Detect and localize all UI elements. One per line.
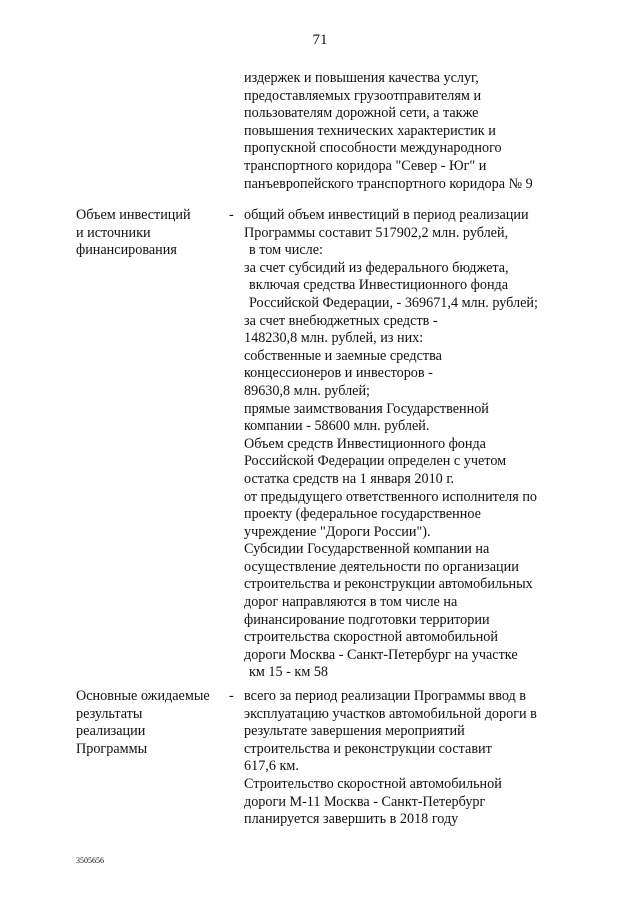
row-dash: -	[229, 688, 234, 704]
label-line: и источники	[76, 224, 151, 241]
page-number: 71	[312, 32, 328, 48]
text-line: за счет внебюджетных средств -	[244, 312, 438, 329]
text-line: повышения технических характеристик и	[244, 122, 496, 139]
text-line: в том числе:	[249, 242, 323, 259]
label-line: Основные ожидаемые	[76, 688, 210, 704]
label-line: финансирования	[76, 242, 177, 259]
label-line: реализации	[76, 723, 146, 740]
text-line: Субсидии Государственной компании на	[244, 541, 490, 558]
row-content-investments	[244, 207, 594, 682]
text-line: прямые заимствования Государственной	[244, 400, 489, 417]
text-line: 148230,8 млн. рублей, из них:	[244, 330, 424, 347]
text-line: транспортного коридора "Север - Юг" и	[244, 157, 487, 174]
text-line: проекту (федеральное государственное	[244, 506, 481, 523]
text-line: панъевропейского транспортного коридора № 9	[244, 175, 533, 192]
text-line: остатка средств на 1 января 2010 г.	[244, 470, 455, 487]
text-line: 617,6 км.	[244, 758, 299, 775]
text-line: эксплуатацию участков автомобильной дороги в	[244, 705, 537, 722]
text-line: Российской Федерации, - 369671,4 млн. рублей;	[249, 294, 538, 311]
text-line: компании - 58600 млн. рублей.	[244, 418, 430, 435]
text-line: концессионеров и инвесторов -	[244, 365, 433, 382]
text-line: Программы составит 517902,2 млн. рублей,	[244, 224, 509, 241]
text-line: финансирование подготовки территории	[244, 611, 490, 628]
text-line: предоставляемых грузоотправителям и	[244, 87, 482, 104]
text-line: Российской Федерации определен с учетом	[244, 453, 507, 470]
intro-paragraph	[244, 70, 584, 193]
row-label-investments	[76, 207, 226, 260]
text-line: издержек и повышения качества услуг,	[244, 70, 479, 86]
text-line: всего за период реализации Программы ввод в	[244, 688, 526, 704]
text-line: пользователям дорожной сети, а также	[244, 105, 479, 122]
text-line: пропускной способности международного	[244, 140, 502, 157]
row-dash: -	[229, 207, 234, 223]
text-line: дорог направляются в том числе на	[244, 594, 458, 611]
text-line: Строительство скоростной автомобильной	[244, 775, 502, 792]
label-line: результаты	[76, 705, 143, 722]
text-line: осуществление деятельности по организации	[244, 558, 519, 575]
text-line: дороги Москва - Санкт-Петербург на участке	[244, 646, 518, 663]
text-line: общий объем инвестиций в период реализации	[244, 207, 529, 223]
text-line: дороги М-11 Москва - Санкт-Петербург	[244, 793, 486, 810]
text-line: за счет субсидий из федерального бюджета,	[244, 259, 509, 276]
text-line: строительства и реконструкции автомобильных	[244, 576, 533, 593]
footer-document-code: 3505656	[76, 856, 104, 865]
text-line: учреждение "Дороги России").	[244, 523, 431, 540]
text-line: включая средства Инвестиционного фонда	[249, 277, 509, 294]
row-content-expected-results	[244, 688, 594, 829]
text-line: строительства и реконструкции составит	[244, 740, 492, 757]
text-line: собственные и заемные средства	[244, 347, 442, 364]
text-line: результате завершения мероприятий	[244, 723, 465, 740]
text-line: 89630,8 млн. рублей;	[244, 382, 370, 399]
text-line: Объем средств Инвестиционного фонда	[244, 435, 486, 452]
text-line: от предыдущего ответственного исполнителя по	[244, 488, 538, 505]
text-line: км 15 - км 58	[249, 664, 329, 681]
row-label-expected-results	[76, 688, 226, 758]
text-line: строительства скоростной автомобильной	[244, 629, 498, 646]
label-line: Программы	[76, 740, 148, 757]
label-line: Объем инвестиций	[76, 207, 191, 223]
text-line: планируется завершить в 2018 году	[244, 811, 459, 828]
